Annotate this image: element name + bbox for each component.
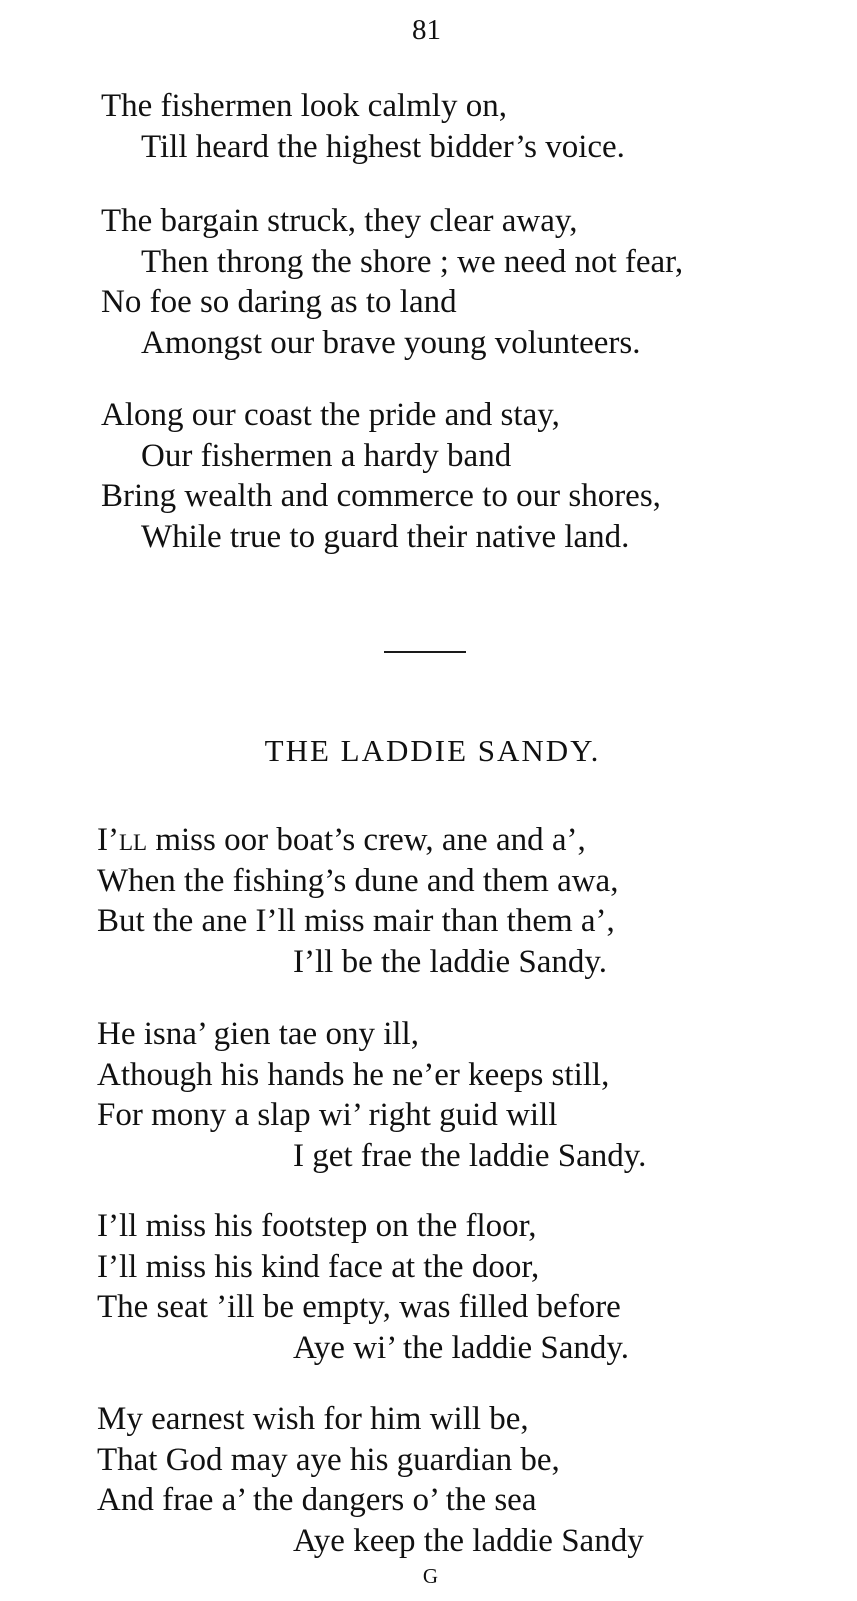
page-number: 81 [412,14,441,46]
verse-line-refrain: Aye wi’ the laddie Sandy. [293,1329,630,1366]
verse-line: Bring wealth and commerce to our shores, [101,478,661,514]
verse-line: Our fishermen a hardy band [141,437,512,474]
signature-mark: G [422,1564,439,1588]
verse-line: I’ll miss his footstep on the floor, [97,1208,537,1244]
verse-line: My earnest wish for him will be, [97,1401,529,1437]
stanza [101,86,625,167]
stanza [97,1014,646,1176]
verse-line: The bargain struck, they clear away, [101,203,578,239]
poem-title: THE LADDIE SANDY. [264,733,601,768]
verse-line: Along our coast the pride and stay, [101,397,560,433]
verse-line: Amongst our brave young volunteers. [141,324,641,361]
verse-line: Then throng the shore ; we need not fear, [141,243,684,280]
stanza [97,1399,644,1561]
verse-line-refrain: I’ll be the laddie Sandy. [293,943,608,980]
opening-word-initial: I’ [97,822,119,858]
verse-line-refrain: Aye keep the laddie Sandy [293,1522,644,1559]
verse-line: And frae a’ the dangers o’ the sea [97,1482,537,1518]
opening-word-smallcaps: ll [118,822,148,858]
verse-line-rest: miss oor boat’s crew, ane and a’, [147,822,586,858]
verse-line: The fishermen look calmly on, [101,88,507,124]
verse-line: That God may aye his guardian be, [97,1441,560,1478]
verse-line: But the ane I’ll miss mair than them a’, [97,903,615,939]
stanza [97,820,618,982]
verse-line: He isna’ gien tae ony ill, [97,1016,419,1052]
verse-line: Till heard the highest bidder’s voice. [141,128,625,165]
verse-line: While true to guard their native land. [141,518,630,555]
verse-line: When the fishing’s dune and them awa, [97,862,619,899]
stanza [97,1206,629,1368]
verse-line-first [97,820,618,861]
verse-line: For mony a slap wi’ right guid will [97,1097,558,1133]
verse-line: I’ll miss his kind face at the door, [97,1248,540,1285]
verse-line: The seat ’ill be empty, was filled before [97,1289,621,1325]
section-divider [384,651,466,653]
verse-line: No foe so daring as to land [101,284,457,320]
verse-line: Athough his hands he ne’er keeps still, [97,1056,610,1093]
verse-line-refrain: I get frae the laddie Sandy. [293,1137,647,1174]
stanza [101,395,661,557]
stanza [101,201,683,363]
